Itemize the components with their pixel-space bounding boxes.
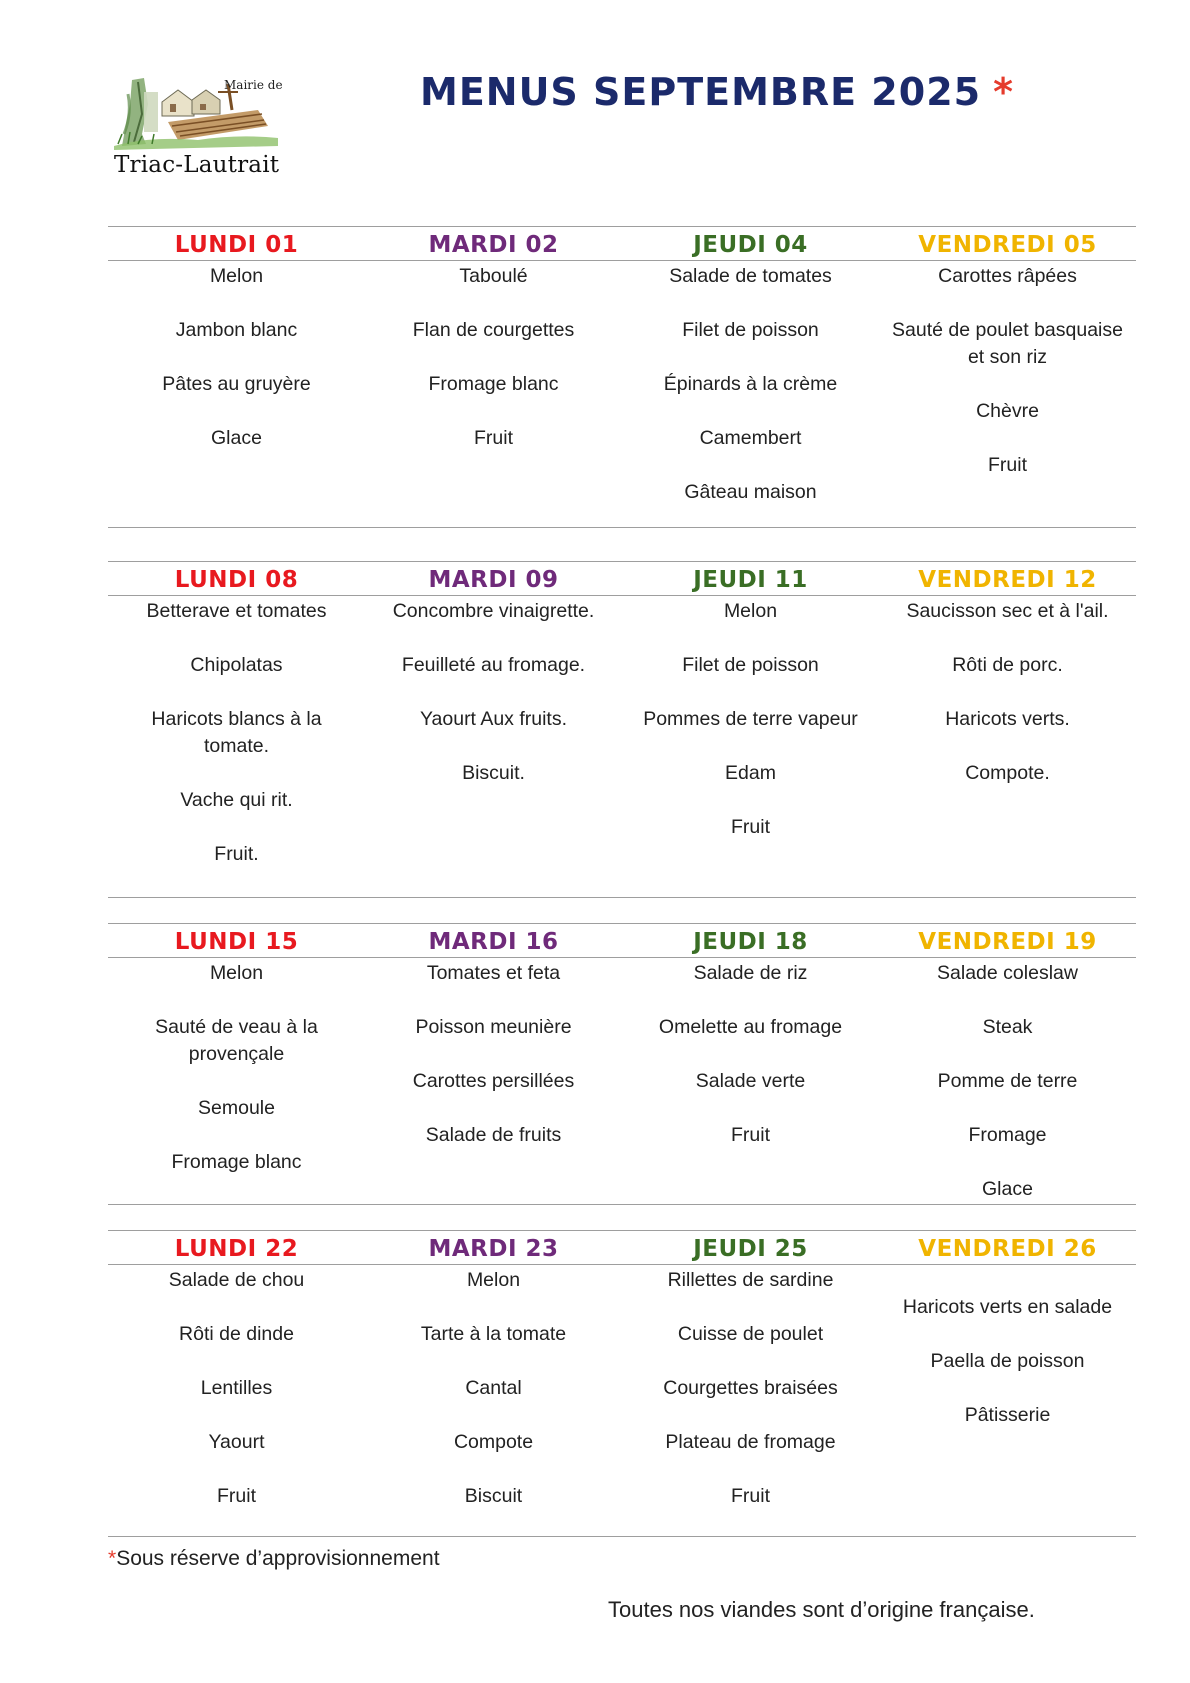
week-header: [108, 562, 1136, 596]
dish: Vache qui rit.: [180, 789, 293, 811]
day-menu-mardi: [365, 958, 622, 1203]
day-label-jeudi: JEUDI 25: [693, 1236, 808, 1262]
logo: [108, 74, 298, 186]
dish: Haricots verts.: [945, 708, 1070, 730]
day-label-mardi: MARDI 23: [428, 1236, 559, 1262]
dish: Feuilleté au fromage.: [401, 654, 586, 676]
dish: Pâtisserie: [964, 1404, 1051, 1426]
day-menu-lundi: [108, 958, 365, 1203]
dish: Carottes râpées: [938, 265, 1077, 287]
dish: Jambon blanc: [175, 319, 298, 341]
dish: Saucisson sec et à l'ail.: [906, 600, 1109, 622]
title-asterisk: *: [993, 70, 1014, 114]
week-block-3: [108, 923, 1136, 1205]
page-title: [420, 70, 1014, 114]
day-menu-jeudi: [622, 596, 879, 868]
dish: Fruit: [474, 427, 513, 449]
dish: Compote: [453, 1431, 534, 1453]
dish: Poisson meunière: [415, 1016, 572, 1038]
day-menu-jeudi: [622, 1265, 879, 1510]
dish: Fruit: [731, 1485, 770, 1507]
day-label-lundi: LUNDI 22: [174, 1236, 299, 1262]
logo-town-name: Triac-Lautrait: [114, 152, 280, 178]
dish: Melon: [723, 600, 778, 622]
dish: Yaourt Aux fruits.: [419, 708, 568, 730]
dish: Fruit: [217, 1485, 256, 1507]
day-label-vendredi: VENDREDI 26: [918, 1236, 1097, 1262]
dish: Pomme de terre: [937, 1070, 1078, 1092]
dish: Sauté de veau à la provençale: [155, 1016, 318, 1065]
day-label-vendredi: VENDREDI 05: [918, 232, 1097, 258]
title-text: MENUS SEPTEMBRE 2025: [420, 70, 982, 114]
dish: Salade verte: [695, 1070, 806, 1092]
dish: Rillettes de sardine: [667, 1269, 834, 1291]
dish: Edam: [725, 762, 776, 784]
dish: Semoule: [198, 1097, 275, 1119]
dish: Melon: [466, 1269, 521, 1291]
day-menu-jeudi: [622, 261, 879, 506]
dish: Haricots verts en salade: [902, 1296, 1113, 1318]
week-header: [108, 1231, 1136, 1265]
dish: Filet de poisson: [682, 319, 819, 341]
dish: Fromage blanc: [428, 373, 559, 395]
dish: Courgettes braisées: [663, 1377, 838, 1399]
dish: Fromage: [968, 1124, 1047, 1146]
dish: Carottes persillées: [412, 1070, 575, 1092]
day-label-mardi: MARDI 02: [428, 232, 559, 258]
dish: Sauté de poulet basquaise et son riz: [892, 319, 1123, 368]
dish: Salade de chou: [168, 1269, 305, 1291]
footnote-asterisk: *: [108, 1547, 117, 1570]
dish: Omelette au fromage: [658, 1016, 843, 1038]
logo-subtitle: Mairie de: [224, 78, 283, 92]
dish: Taboulé: [459, 265, 528, 287]
day-menu-jeudi: [622, 958, 879, 1203]
day-label-lundi: LUNDI 08: [174, 567, 299, 593]
dish: Lentilles: [200, 1377, 273, 1399]
dish: Gâteau maison: [684, 481, 817, 503]
dish: Steak: [982, 1016, 1033, 1038]
dish: Pâtes au gruyère: [162, 373, 311, 395]
dish: Haricots blancs à la tomate.: [151, 708, 322, 757]
dish: Cuisse de poulet: [677, 1323, 824, 1345]
dish: Rôti de dinde: [179, 1323, 294, 1345]
dish: Cantal: [465, 1377, 522, 1399]
dish: Fruit.: [214, 843, 259, 865]
day-menu-lundi: [108, 261, 365, 506]
dish: Concombre vinaigrette.: [392, 600, 595, 622]
week-header: [108, 227, 1136, 261]
week-block-2: [108, 561, 1136, 898]
week-block-4: [108, 1230, 1136, 1537]
dish: Tomates et feta: [426, 962, 561, 984]
week-menu: [108, 261, 1136, 506]
dish: Rôti de porc.: [952, 654, 1063, 676]
dish: Chèvre: [976, 400, 1039, 422]
week-menu: [108, 596, 1136, 868]
day-menu-mardi: [365, 596, 622, 868]
day-menu-mardi: [365, 1265, 622, 1510]
dish: Salade de tomates: [669, 265, 832, 287]
dish: Melon: [209, 962, 264, 984]
footnote-text: Sous réserve d’approvisionnement: [116, 1547, 440, 1570]
day-menu-vendredi: [879, 261, 1136, 506]
dish: Paella de poisson: [930, 1350, 1085, 1372]
day-menu-vendredi: [879, 1265, 1136, 1510]
dish: Tarte à la tomate: [420, 1323, 567, 1345]
dish: Melon: [209, 265, 264, 287]
day-label-jeudi: JEUDI 04: [693, 232, 808, 258]
meat-origin-note: Toutes nos viandes sont d’origine française.: [608, 1597, 1035, 1622]
day-menu-lundi: [108, 1265, 365, 1510]
day-menu-vendredi: [879, 958, 1136, 1203]
supply-footnote: [108, 1547, 440, 1571]
dish: Camembert: [699, 427, 802, 449]
dish: Fruit: [731, 816, 770, 838]
day-label-mardi: MARDI 09: [428, 567, 559, 593]
dish: Betterave et tomates: [146, 600, 327, 622]
day-label-jeudi: JEUDI 11: [693, 567, 808, 593]
dish: Épinards à la crème: [663, 373, 838, 395]
dish: Glace: [982, 1178, 1033, 1200]
dish: Glace: [211, 427, 262, 449]
day-label-lundi: LUNDI 01: [174, 232, 299, 258]
day-label-vendredi: VENDREDI 12: [918, 567, 1097, 593]
dish: Pommes de terre vapeur: [643, 708, 858, 730]
dish: Chipolatas: [190, 654, 283, 676]
dish: Salade de riz: [693, 962, 808, 984]
day-label-vendredi: VENDREDI 19: [918, 929, 1097, 955]
dish: Yaourt: [208, 1431, 265, 1453]
week-menu: [108, 958, 1136, 1203]
dish: Flan de courgettes: [412, 319, 575, 341]
dish: Biscuit.: [462, 762, 525, 784]
week-header: [108, 924, 1136, 958]
dish: Filet de poisson: [682, 654, 819, 676]
dish: Plateau de fromage: [665, 1431, 836, 1453]
day-menu-lundi: [108, 596, 365, 868]
day-label-lundi: LUNDI 15: [174, 929, 299, 955]
dish: Fromage blanc: [171, 1151, 302, 1173]
day-label-mardi: MARDI 16: [428, 929, 559, 955]
dish: Biscuit: [464, 1485, 523, 1507]
dish: Compote.: [965, 762, 1050, 784]
week-block-1: [108, 226, 1136, 528]
dish: Fruit: [988, 454, 1027, 476]
week-menu: [108, 1265, 1136, 1510]
dish: Salade coleslaw: [937, 962, 1078, 984]
dish: Fruit: [731, 1124, 770, 1146]
dish: Salade de fruits: [425, 1124, 562, 1146]
day-menu-mardi: [365, 261, 622, 506]
day-label-jeudi: JEUDI 18: [693, 929, 808, 955]
day-menu-vendredi: [879, 596, 1136, 868]
